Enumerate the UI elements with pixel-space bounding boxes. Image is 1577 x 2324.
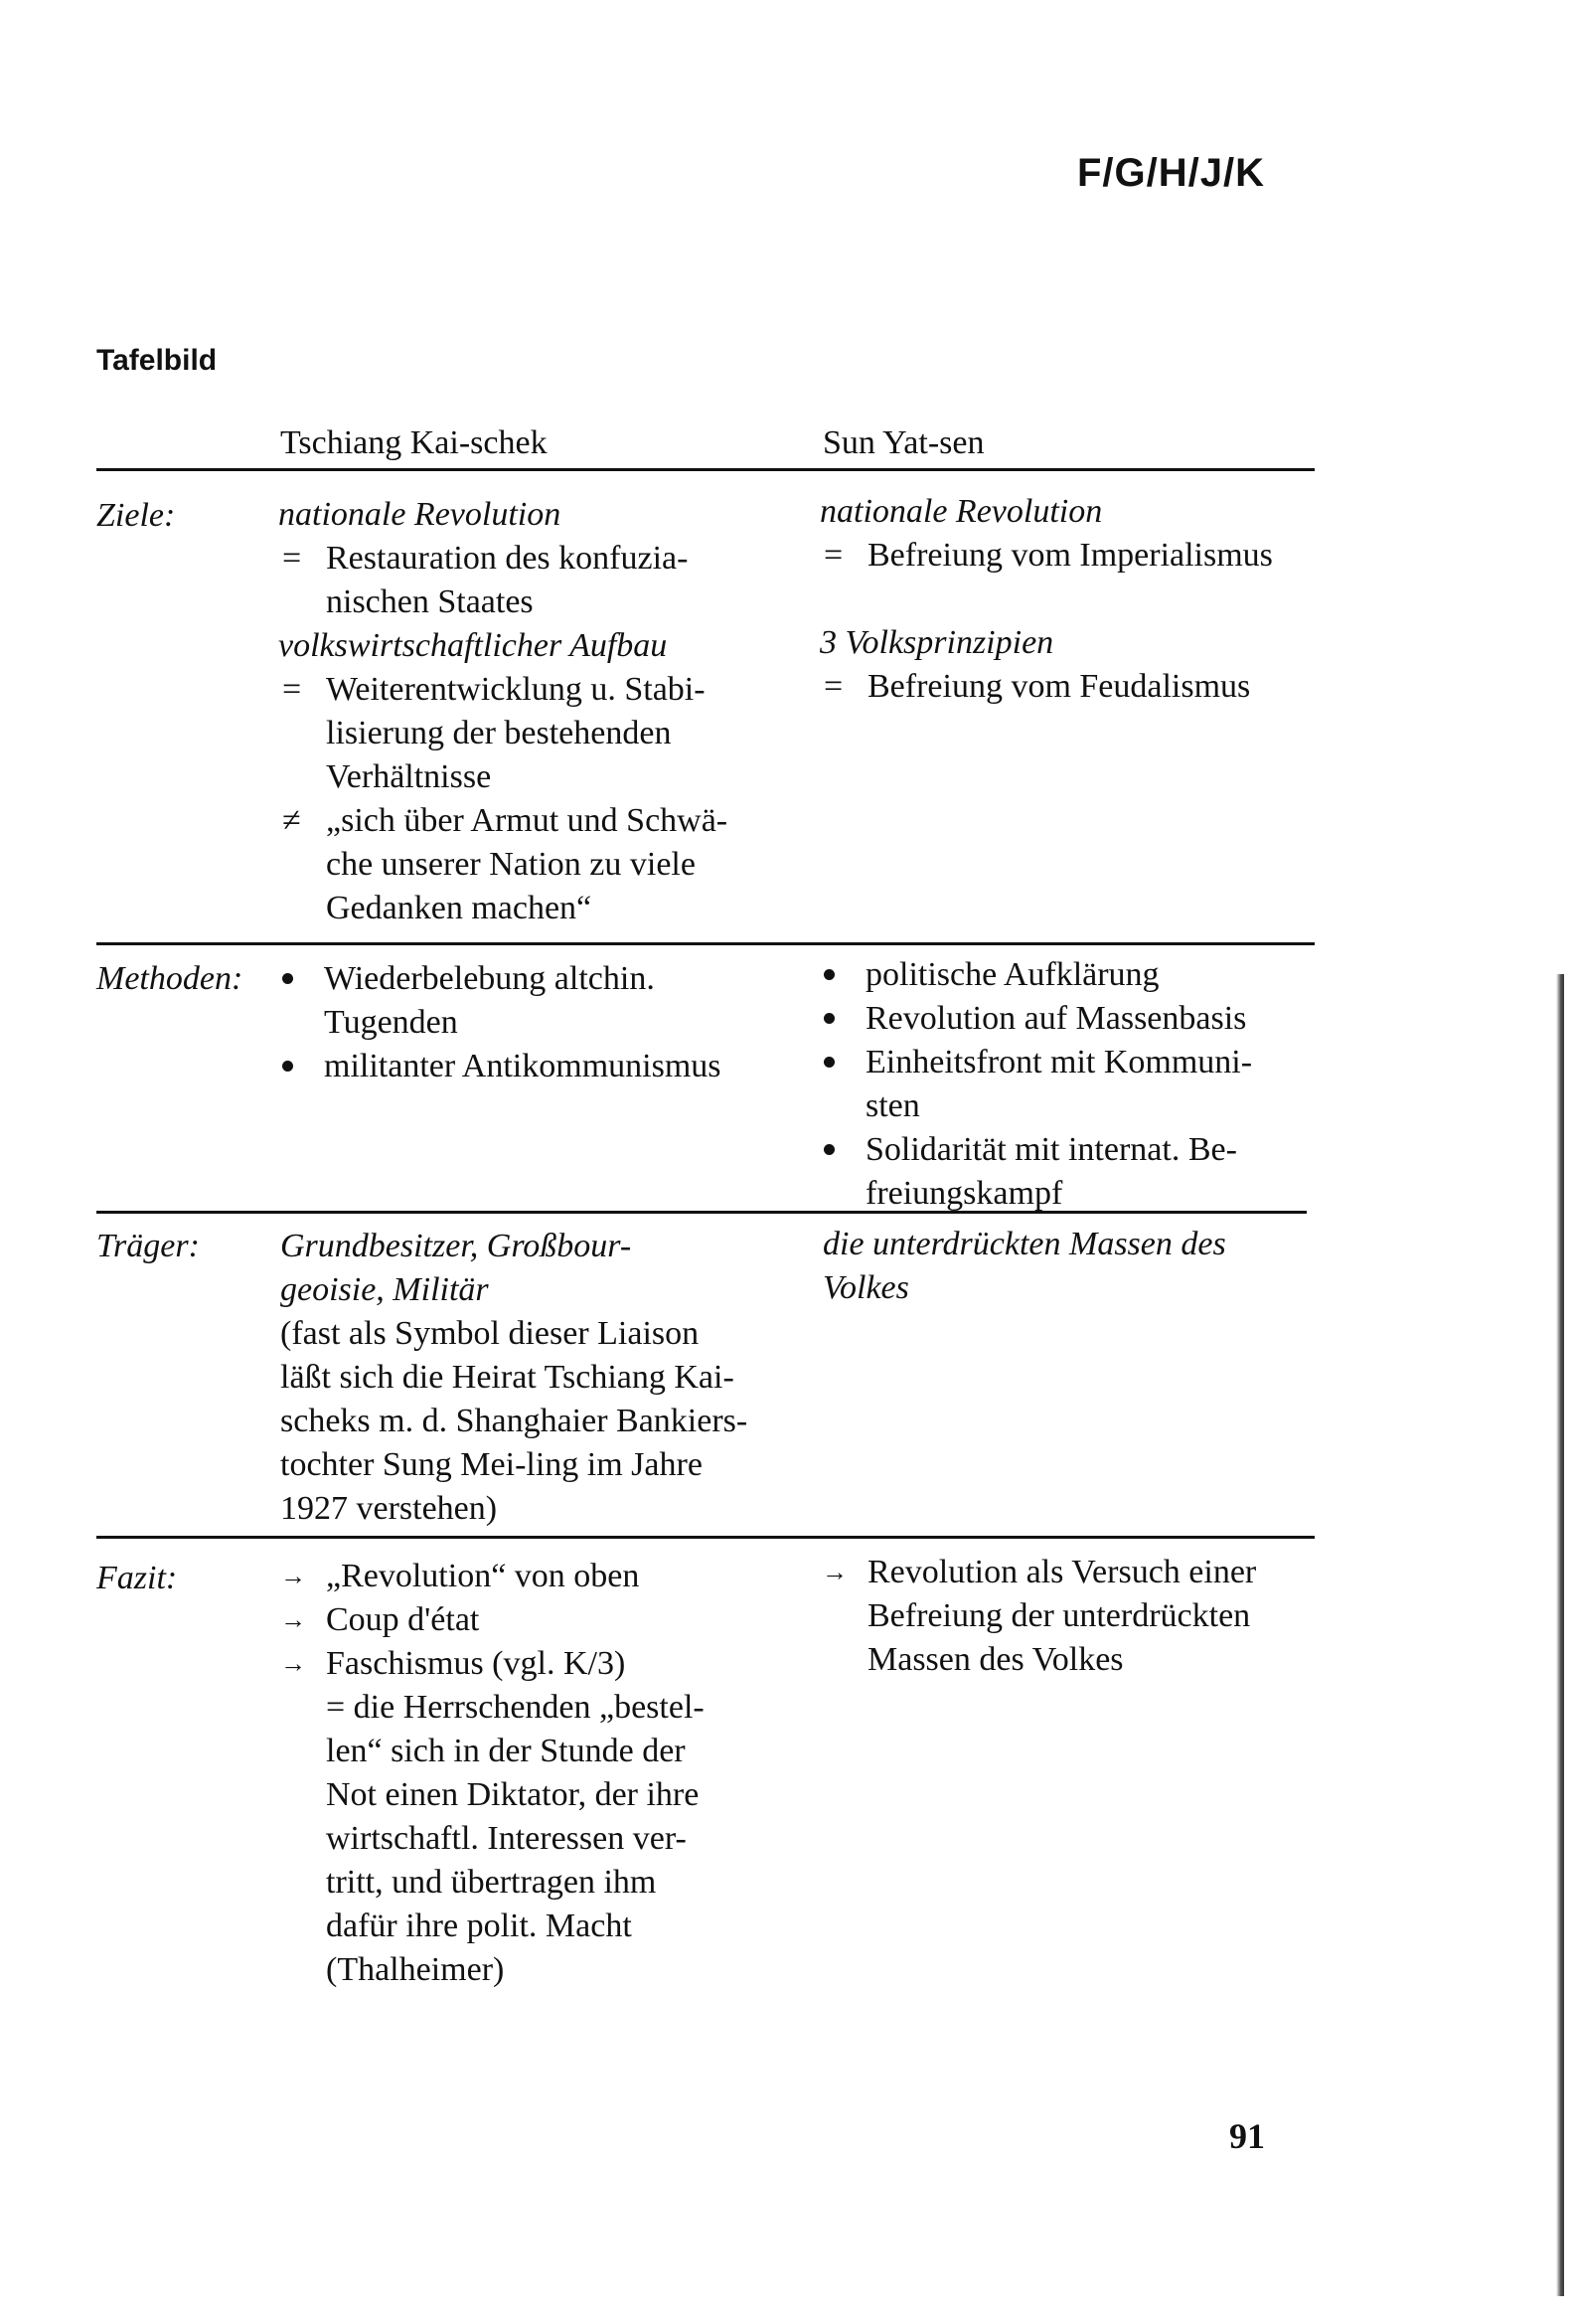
fazit-right-line: Befreiung der unterdrückten [867,1597,1251,1634]
bullet-icon [824,969,835,980]
traeger-left-cell [280,1225,747,1531]
fazit-left-line: len“ sich in der Stunde der [326,1733,686,1769]
methoden-left-bullet: Wiederbelebung altchin. [276,957,721,1001]
fazit-left-line: tritt, und übertragen ihm [326,1864,657,1901]
table-rule-ziele [96,942,1315,945]
bullet-icon [282,1061,293,1072]
ziele-left-line: che unserer Nation zu viele [326,846,696,883]
equals-mark: = [282,540,302,577]
ziele-left-line: lisierung der bestehenden [326,715,672,751]
ziele-left-line: Verhältnisse [326,758,492,795]
page-title: Tafelbild [96,344,218,377]
traeger-left-line: geoisie, Militär [280,1271,489,1308]
methoden-right-bullet: Revolution auf Massenbasis [818,997,1252,1041]
blank-line [820,578,1273,621]
equals-mark: = [824,537,844,574]
ziele-right-line: = Befreiung vom Feudalismus [820,665,1273,709]
ziele-right-line: 3 Volksprinzipien [820,624,1054,661]
column-heading-right: Sun Yat-sen [823,424,985,461]
ziele-left-line: = Weiterentwicklung u. Stabi- [278,668,727,712]
traeger-left-line: Grundbesitzer, Großbour- [280,1228,632,1264]
ziele-right-line: = Befreiung vom Imperialismus [820,534,1273,578]
traeger-right-cell [823,1223,1226,1310]
bullet-icon [282,973,293,984]
methoden-right-bullet: Einheitsfront mit Kommuni- [818,1041,1252,1084]
arrow-right-icon: → [280,1649,306,1678]
arrow-right-icon: → [280,1605,306,1634]
fazit-left-line: (Thalheimer) [326,1951,505,1988]
methoden-left-cell [276,957,721,1088]
fazit-right-cell [820,1551,1256,1682]
ziele-left-cell [278,493,727,930]
fazit-left-line: = die Herrschenden „bestel- [326,1689,705,1726]
fazit-left-cell [278,1555,705,1992]
page-number: 91 [1229,2116,1265,2156]
methoden-right-bullet: Solidarität mit internat. Be- [818,1128,1252,1172]
page-edge-shadow [1556,974,1564,2296]
methoden-right-cell [818,953,1252,1216]
equals-mark: = [282,671,302,708]
ziele-left-line: volkswirtschaftlicher Aufbau [278,627,668,664]
table-rule-header [96,468,1315,471]
row-label-fazit: Fazit: [96,1560,178,1596]
ziele-left-line: Gedanken machen“ [326,890,592,926]
row-label-ziele: Ziele: [96,497,176,534]
methoden-right-line: sten [866,1087,920,1124]
fazit-left-arrow-item: → „Revolution“ von oben [278,1555,705,1598]
fazit-left-line: Not einen Diktator, der ihre [326,1776,700,1813]
ziele-left-line: nischen Staates [326,583,534,620]
ziele-left-line: ≠ „sich über Armut und Schwä- [278,799,727,843]
traeger-right-line: Volkes [823,1269,909,1306]
fazit-right-arrow-item: → Revolution als Versuch einer [820,1551,1256,1594]
traeger-left-line: 1927 verstehen) [280,1490,498,1527]
section-code: F/G/H/J/K [1077,151,1266,195]
row-label-methoden: Methoden: [96,960,243,997]
traeger-left-line: tochter Sung Mei-ling im Jahre [280,1446,703,1483]
column-heading-left: Tschiang Kai-schek [280,424,548,461]
bullet-icon [824,1057,835,1068]
equals-mark: = [824,668,844,705]
traeger-left-line: scheks m. d. Shanghaier Bankiers- [280,1403,748,1439]
arrow-right-icon: → [822,1558,848,1586]
traeger-left-line: läßt sich die Heirat Tschiang Kai- [280,1359,734,1396]
bullet-icon [824,1013,835,1024]
table-rule-traeger [96,1536,1315,1539]
traeger-left-line: (fast als Symbol dieser Liaison [280,1315,700,1352]
row-label-traeger: Träger: [96,1228,200,1264]
methoden-right-bullet: politische Aufklärung [818,953,1252,997]
fazit-right-line: Massen des Volkes [867,1641,1124,1678]
methoden-left-bullet: militanter Antikommunismus [276,1045,721,1088]
fazit-left-arrow-item: → Faschismus (vgl. K/3) [278,1642,705,1686]
traeger-right-line: die unterdrückten Massen des [823,1226,1226,1262]
ziele-right-line: nationale Revolution [820,493,1103,530]
fazit-left-line: wirtschaftl. Interessen ver- [326,1820,687,1857]
methoden-left-line: Tugenden [324,1004,458,1041]
fazit-left-arrow-item: → Coup d'état [278,1598,705,1642]
ziele-right-cell [820,490,1273,709]
arrow-right-icon: → [280,1562,306,1590]
ziele-left-line: nationale Revolution [278,496,561,533]
methoden-right-line: freiungskampf [866,1175,1063,1212]
fazit-left-line: dafür ihre polit. Macht [326,1908,632,1944]
not-equal-mark: ≠ [282,802,301,839]
bullet-icon [824,1144,835,1155]
ziele-left-line: = Restauration des konfuzia- [278,537,727,581]
